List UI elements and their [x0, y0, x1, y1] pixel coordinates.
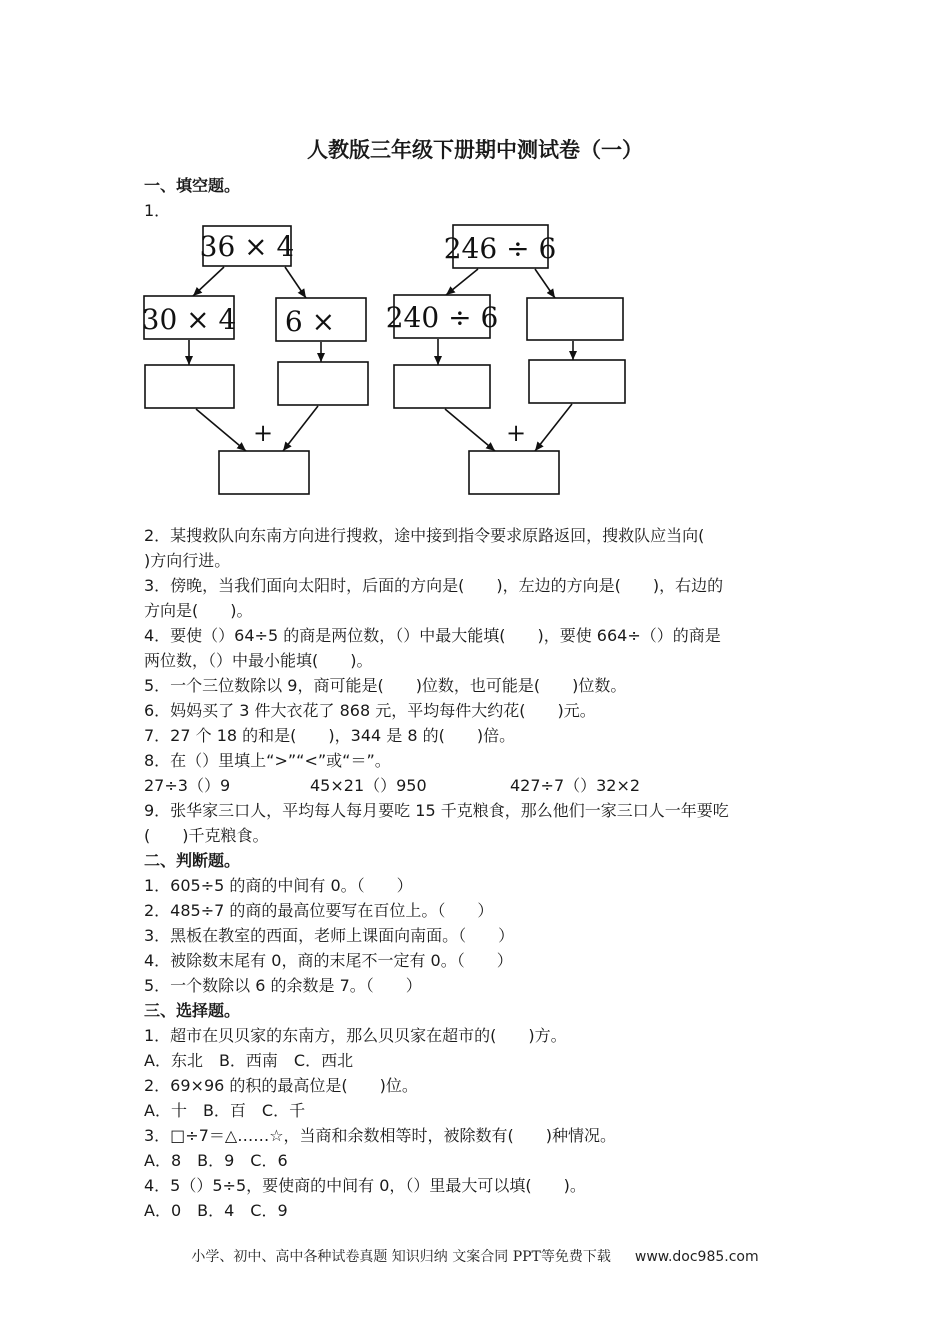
question-8-compare-2: 45×21（）950 — [310, 776, 427, 795]
question-7: 7．27 个 18 的和是( )，344 是 8 的( )倍。 — [144, 726, 516, 745]
right-a-expression: 240 ÷ 6 — [385, 301, 499, 334]
calculation-diagram-svg — [0, 0, 950, 520]
question-9-line-2: ( )千克粮食。 — [144, 826, 269, 845]
left-sum-box — [219, 451, 309, 494]
left-a-result-box — [145, 365, 234, 408]
question-9-line-1: 9．张华家三口人，平均每人每月要吃 15 千克粮食，那么他们一家三口人一年要吃 — [144, 801, 729, 820]
right-b-result-box — [529, 360, 625, 403]
judge-5: 5．一个数除以 6 的余数是 7。（ ） — [144, 976, 422, 995]
question-2-line-1: 2．某搜救队向东南方向进行搜救，途中接到指令要求原路返回，搜救队应当向( — [144, 526, 705, 545]
right-sum-box — [469, 451, 559, 494]
judge-2: 2．485÷7 的商的最高位要写在百位上。（ ） — [144, 901, 494, 920]
question-6: 6．妈妈买了 3 件大衣花了 868 元，平均每件大约花( )元。 — [144, 701, 596, 720]
left-b-expression: 6 × — [284, 305, 336, 338]
question-5: 5．一个三位数除以 9，商可能是( )位数，也可能是( )位数。 — [144, 676, 627, 695]
left-a-expression: 30 × 4 — [141, 303, 237, 336]
judge-3: 3．黑板在教室的西面，老师上课面向南面。（ ） — [144, 926, 515, 945]
choice-2: 2．69×96 的积的最高位是( )位。 — [144, 1076, 418, 1095]
question-8-compare-3: 427÷7（）32×2 — [510, 776, 641, 795]
left-b-result-box — [278, 362, 368, 405]
right-a-result-box — [394, 365, 490, 408]
page-footer — [0, 1246, 950, 1266]
right-plus-sign: + — [505, 419, 527, 447]
right-top-expression: 246 ÷ 6 — [443, 232, 557, 265]
choice-3-options: A．8 B．9 C．6 — [144, 1151, 288, 1170]
footer-text: 小学、初中、高中各种试卷真题 知识归纳 文案合同 PPT等免费下载 — [191, 1249, 611, 1265]
section-heading-fill: 一、填空题。 — [144, 176, 241, 195]
section-heading-judge: 二、判断题。 — [144, 851, 241, 870]
judge-1: 1．605÷5 的商的中间有 0。（ ） — [144, 876, 413, 895]
choice-4-options: A．0 B．4 C．9 — [144, 1201, 288, 1220]
choice-2-options: A．十 B．百 C．千 — [144, 1101, 306, 1120]
question-3-line-2: 方向是( )。 — [144, 601, 253, 620]
question-4-line-2: 两位数，（）中最小能填( )。 — [144, 651, 373, 670]
left-plus-sign: + — [252, 419, 274, 447]
section-heading-choice: 三、选择题。 — [144, 1001, 241, 1020]
right-b-box — [527, 298, 623, 340]
footer-url[interactable]: www.doc985.com — [634, 1249, 759, 1265]
judge-4: 4．被除数末尾有 0，商的末尾不一定有 0。（ ） — [144, 951, 513, 970]
choice-4: 4．5（）5÷5，要使商的中间有 0，（）里最大可以填( )。 — [144, 1176, 586, 1195]
question-4-line-1: 4．要使（）64÷5 的商是两位数，（）中最大能填( )，要使 664÷（）的商是 — [144, 626, 721, 645]
left-top-expression: 36 × 4 — [199, 230, 295, 263]
calculation-diagram — [0, 0, 950, 520]
question-2-line-2: )方向行进。 — [144, 551, 231, 570]
question-1-label: 1． — [144, 201, 171, 220]
question-8: 8．在（）里填上“>”“<”或“＝”。 — [144, 751, 391, 770]
choice-1: 1．超市在贝贝家的东南方，那么贝贝家在超市的( )方。 — [144, 1026, 567, 1045]
choice-1-options: A．东北 B．西南 C．西北 — [144, 1051, 354, 1070]
question-8-compare-1: 27÷3（）9 — [144, 776, 231, 795]
choice-3: 3．□÷7＝△……☆，当商和余数相等时，被除数有( )种情况。 — [144, 1126, 617, 1145]
question-3-line-1: 3．傍晚，当我们面向太阳时，后面的方向是( )，左边的方向是( )，右边的 — [144, 576, 724, 595]
page-title: 人教版三年级下册期中测试卷（一） — [307, 138, 643, 162]
